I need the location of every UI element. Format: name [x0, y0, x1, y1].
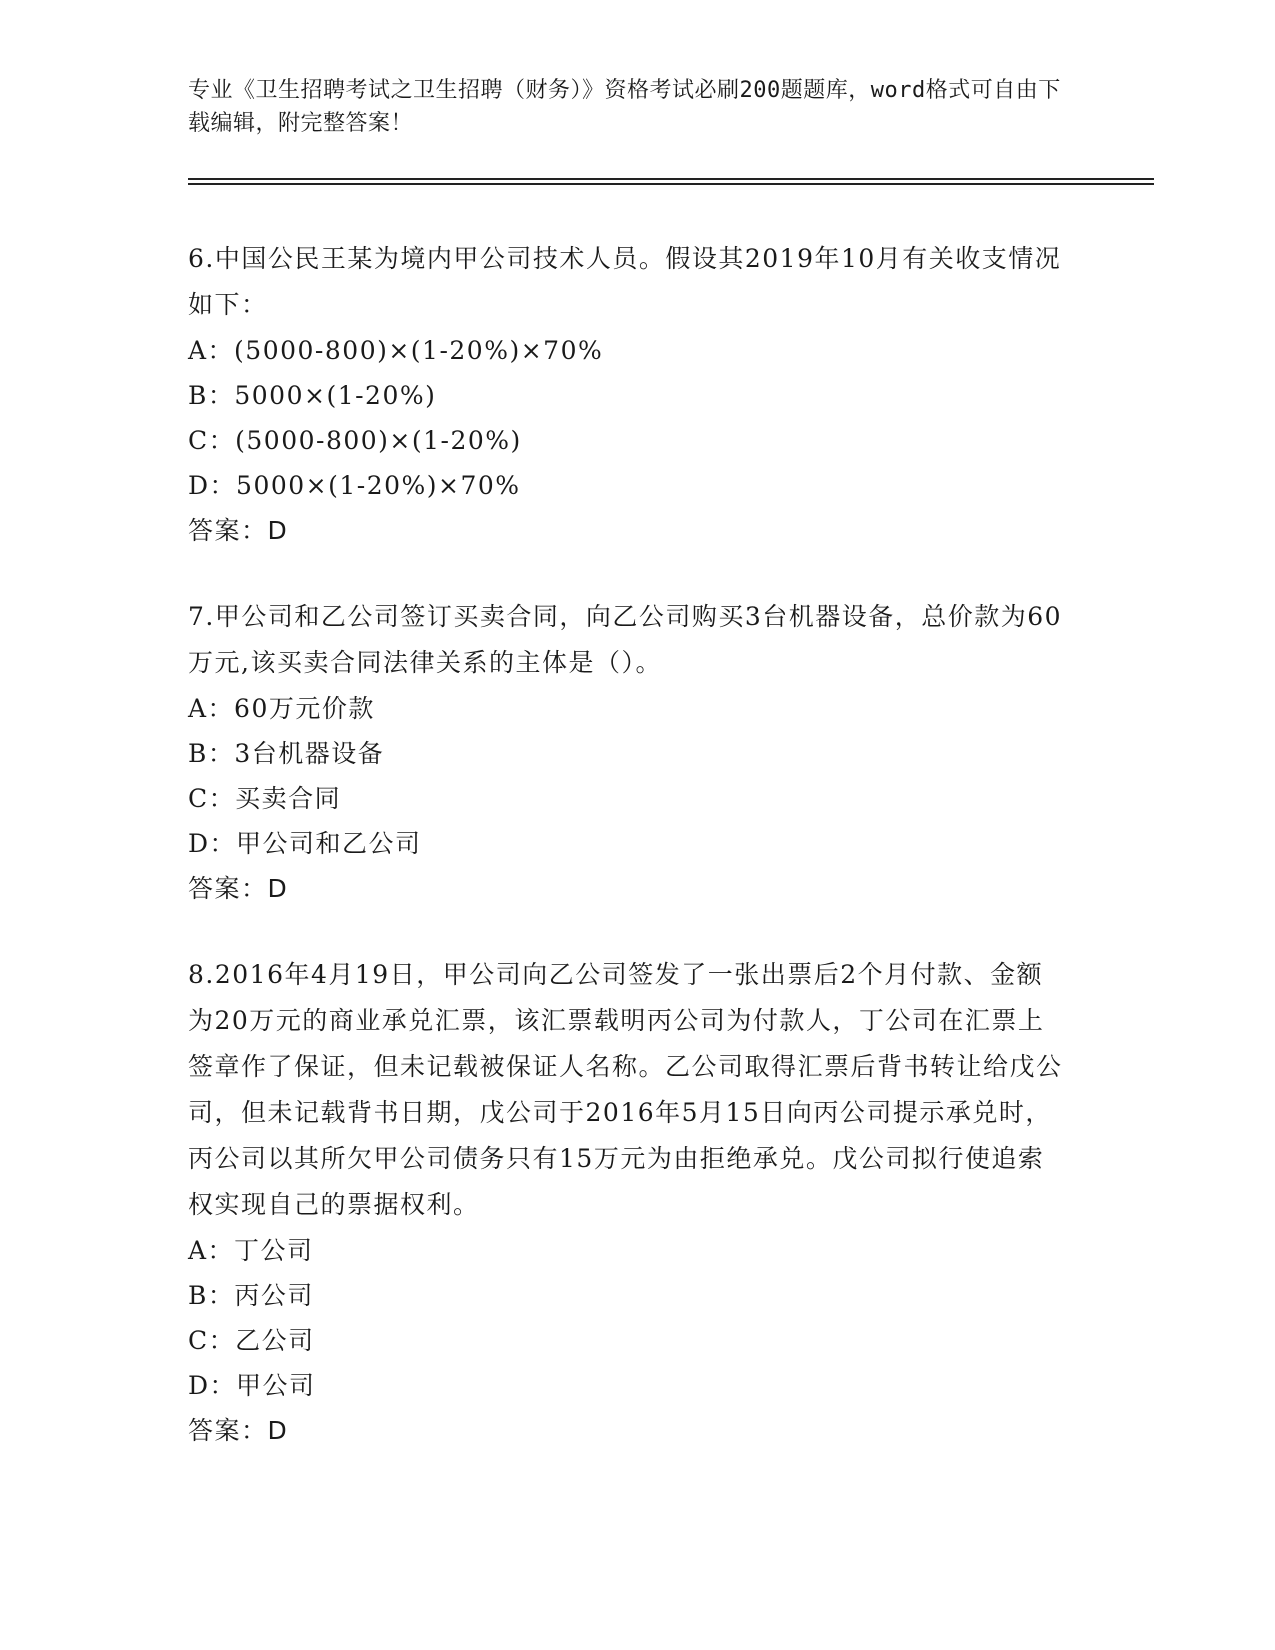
option-a: A：60万元价款	[188, 694, 375, 723]
header-rule-bottom	[188, 183, 1154, 185]
option-b: B：丙公司	[188, 1281, 314, 1310]
header-rule-top	[188, 178, 1154, 180]
option-c: C：乙公司	[188, 1326, 315, 1355]
option-c: C：买卖合同	[188, 784, 342, 813]
answer-line: 答案：D	[188, 1416, 289, 1445]
answer-line: 答案：D	[188, 874, 289, 903]
option-d: D：5000×(1-20%)×70%	[188, 471, 521, 500]
question-6	[188, 236, 1068, 554]
question-8	[188, 952, 1068, 1454]
question-stem: 8.2016年4月19日，甲公司向乙公司签发了一张出票后2个月付款、金额为20万元的商业承兑汇票，该汇票载明丙公司为付款人，丁公司在汇票上签章作了保证，但未记载被保证人名称。乙公司取得汇票后背书转让给戊公司，但未记载背书日期，戊公司于2016年5月15日向丙公司提示承兑时，丙公司以其所欠甲公司债务只有15万元为由拒绝承兑。戊公司拟行使追索权实现自己的票据权利。	[188, 960, 1063, 1219]
option-b: B：3台机器设备	[188, 739, 385, 768]
document-header: 专业《卫生招聘考试之卫生招聘（财务）》资格考试必刷200题题库，word格式可自由下载编辑，附完整答案！	[188, 78, 1061, 136]
question-stem: 6.中国公民王某为境内甲公司技术人员。假设其2019年10月有关收支情况如下：	[188, 244, 1062, 319]
question-stem: 7.甲公司和乙公司签订买卖合同，向乙公司购买3台机器设备，总价款为60万元,该买卖合同法律关系的主体是（）。	[188, 602, 1063, 677]
option-a: A：丁公司	[188, 1236, 314, 1265]
question-list	[188, 236, 1068, 1454]
answer-line: 答案：D	[188, 516, 289, 545]
option-d: D：甲公司和乙公司	[188, 829, 422, 858]
option-d: D：甲公司	[188, 1371, 316, 1400]
option-a: A：(5000-800)×(1-20%)×70%	[188, 336, 604, 365]
option-b: B：5000×(1-20%)	[188, 381, 437, 410]
question-7	[188, 594, 1068, 912]
option-c: C：(5000-800)×(1-20%)	[188, 426, 522, 455]
